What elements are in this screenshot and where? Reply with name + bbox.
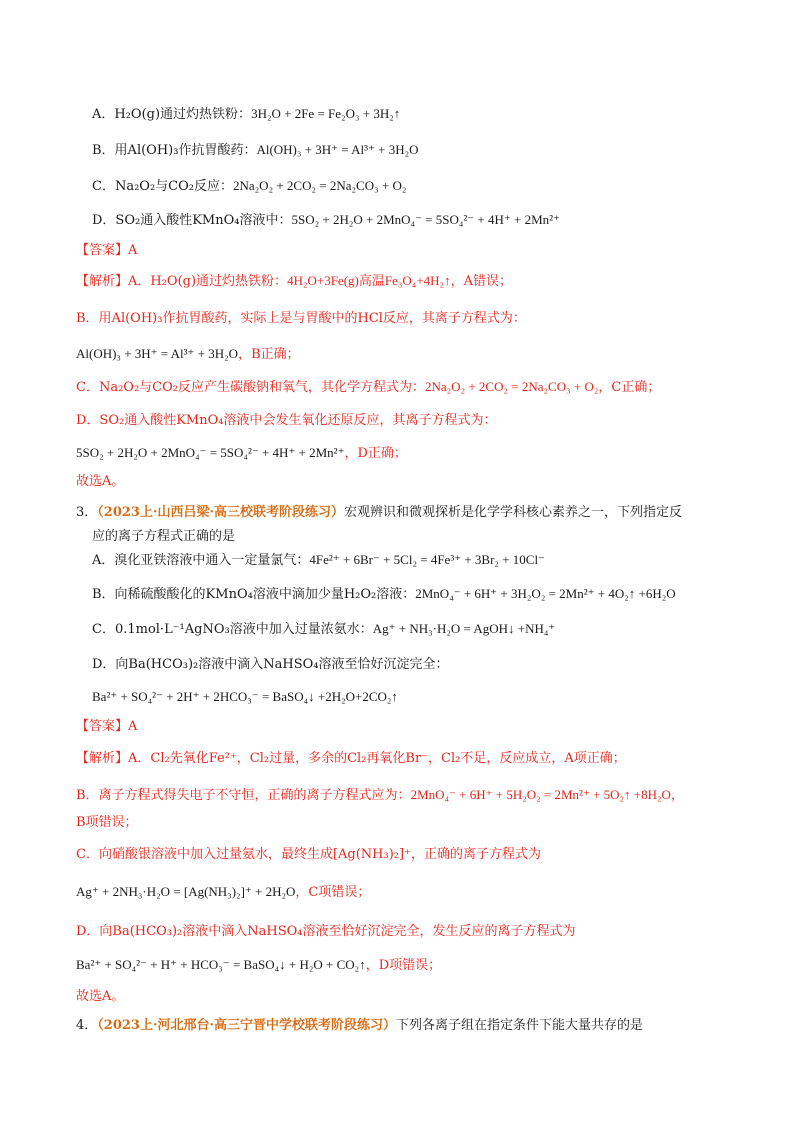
text-line-l19 xyxy=(92,687,398,708)
text-run: 【解析】A．H₂O(g)通过灼热铁粉： xyxy=(76,274,288,289)
text-line-l13 xyxy=(76,503,682,523)
equation: 5SO₂ + 2H₂O + 2MnO₄⁻ = 5SO₄²⁻ + 4H⁺ + 2Mn²⁺ xyxy=(291,212,560,227)
question-source: （2023上·河北邢台·高三宁晋中学校联考阶段练习） xyxy=(97,1018,397,1033)
text-line-l5 xyxy=(76,241,137,261)
text-line-l22 xyxy=(76,785,684,806)
text-run: A．溴化亚铁溶液中通入一定量氯气： xyxy=(92,553,310,568)
text-run: D．向Ba(HCO₃)₂溶液中滴入NaHSO₄溶液至恰好沉淀完全： xyxy=(92,657,449,672)
text-line-l6 xyxy=(76,271,512,292)
text-line-l15 xyxy=(92,550,545,571)
equation: 2Na₂O₂ + 2CO₂ = 2Na₂CO₃ + O₂ xyxy=(232,178,407,193)
text-run: ， xyxy=(670,788,684,803)
text-line-l7 xyxy=(76,309,526,329)
text-line-l25 xyxy=(76,882,370,903)
text-line-l2 xyxy=(92,140,419,161)
text-line-l26 xyxy=(76,922,575,942)
text-line-l12 xyxy=(76,472,124,492)
text-line-l21 xyxy=(76,749,626,769)
text-run: 应的离子方程式正确的是 xyxy=(92,529,236,544)
text-line-l16 xyxy=(92,584,676,605)
text-run: C．Na₂O₂与CO₂反应： xyxy=(92,179,233,194)
text-line-l3 xyxy=(92,176,406,197)
text-run: B．用Al(OH)₃作抗胃酸药： xyxy=(92,143,257,158)
text-line-l28 xyxy=(76,987,124,1007)
text-line-l10 xyxy=(76,411,496,431)
text-run: 故选A。 xyxy=(76,989,125,1004)
text-run: B．离子方程式得失电子不守恒，正确的离子方程式应为： xyxy=(76,788,411,803)
text-run: ，B正确； xyxy=(238,347,300,362)
text-line-l27 xyxy=(76,955,441,976)
text-line-l17 xyxy=(92,619,555,640)
text-run: 宏观辨识和微观探析是化学学科核心素养之一，下列指定反 xyxy=(344,505,683,520)
answer-label: 【答案】A xyxy=(76,719,138,734)
text-run: A．H₂O(g)通过灼热铁粉： xyxy=(92,107,252,122)
text-run: ，D正确； xyxy=(344,446,407,461)
text-run: 3． xyxy=(76,505,98,520)
text-line-l4 xyxy=(92,210,560,231)
text-run: 【解析】A．Cl₂先氧化Fe²⁺，Cl₂过量，多余的Cl₂再氧化Br⁻，Cl₂不足，反应成立，A项正确； xyxy=(76,751,626,766)
equation: Ba²⁺ + SO₄²⁻ + H⁺ + HCO₃⁻ = BaSO₄↓ + H₂O + CO₂↑ xyxy=(76,957,366,972)
equation: 4Fe²⁺ + 6Br⁻ + 5Cl₂ = 4Fe³⁺ + 3Br₂ + 10Cl⁻ xyxy=(309,552,545,567)
equation: 5SO₂ + 2H₂O + 2MnO₄⁻ = 5SO₄²⁻ + 4H⁺ + 2Mn²⁺ xyxy=(76,445,345,460)
text-run: 故选A。 xyxy=(76,474,125,489)
text-line-l14 xyxy=(92,527,235,547)
text-line-l24 xyxy=(76,845,541,865)
text-run: B项错误； xyxy=(76,815,138,830)
equation: 2Na₂O₂ + 2CO₂ = 2Na₂CO₃ + O₂ xyxy=(424,379,599,394)
equation: Ba²⁺ + SO₄²⁻ + 2H⁺ + 2HCO₃⁻ = BaSO₄↓ +2H₂O+2CO₂↑ xyxy=(92,689,398,704)
text-line-l20 xyxy=(76,717,137,737)
text-run: D．SO₂通入酸性KMnO₄溶液中会发生氧化还原反应，其离子方程式为： xyxy=(76,413,497,428)
answer-label: 【答案】A xyxy=(76,243,138,258)
text-run: 下列各离子组在指定条件下能大量共存的是 xyxy=(396,1018,644,1033)
equation: 2MnO₄⁻ + 6H⁺ + 5H₂O₂ = 2Mn²⁺ + 5O₂↑ +8H₂O xyxy=(410,787,671,802)
text-run: ，C项错误； xyxy=(295,885,371,900)
equation: 4H₂O+3Fe(g)高温Fe₃O₄+4H₂↑ xyxy=(287,273,451,288)
text-run: B．向稀硫酸酸化的KMnO₄溶液中滴加少量H₂O₂溶液： xyxy=(92,587,416,602)
equation: Al(OH)₃ + 3H⁺ = Al³⁺ + 3H₂O xyxy=(76,346,239,361)
text-run: B．用Al(OH)₃作抗胃酸药，实际上是与胃酸中的HCl反应，其离子方程式为： xyxy=(76,311,526,326)
text-line-l11 xyxy=(76,443,407,464)
equation: 2MnO₄⁻ + 6H⁺ + 3H₂O₂ = 2Mn²⁺ + 4O₂↑ +6H₂O xyxy=(415,586,676,601)
text-run: C．0.1mol·L⁻¹AgNO₃溶液中加入过量浓氨水： xyxy=(92,622,373,637)
text-run: C．Na₂O₂与CO₂反应产生碳酸钠和氧气，其化学方程式为： xyxy=(76,380,425,395)
text-line-l23 xyxy=(76,813,138,833)
text-run: ，C正确； xyxy=(598,380,661,395)
text-run: C．向硝酸银溶液中加入过量氨水，最终生成[Ag(NH₃)₂]⁺，正确的离子方程式为 xyxy=(76,847,541,862)
equation: Ag⁺ + NH₃·H₂O = AgOH↓ +NH₄⁺ xyxy=(372,621,556,636)
text-run: ，D项错误； xyxy=(365,958,442,973)
text-line-l29 xyxy=(76,1016,643,1036)
text-run: D．向Ba(HCO₃)₂溶液中滴入NaHSO₄溶液至恰好沉淀完全，发生反应的离子方程式为 xyxy=(76,924,576,939)
text-line-l9 xyxy=(76,377,660,398)
text-line-l8 xyxy=(76,344,300,365)
question-source: （2023上·山西吕梁·高三校联考阶段练习） xyxy=(97,505,345,520)
equation: 3H₂O + 2Fe = Fe₂O₃ + 3H₂↑ xyxy=(251,106,401,121)
text-run: 4． xyxy=(76,1018,98,1033)
text-line-l1 xyxy=(92,104,400,125)
equation: Al(OH)₃ + 3H⁺ = Al³⁺ + 3H₂O xyxy=(256,142,419,157)
text-run: ，A错误； xyxy=(450,274,512,289)
equation: Ag⁺ + 2NH₃·H₂O = [Ag(NH₃)₂]⁺ + 2H₂O xyxy=(76,884,296,899)
text-line-l18 xyxy=(92,655,448,675)
text-run: D．SO₂通入酸性KMnO₄溶液中： xyxy=(92,213,292,228)
